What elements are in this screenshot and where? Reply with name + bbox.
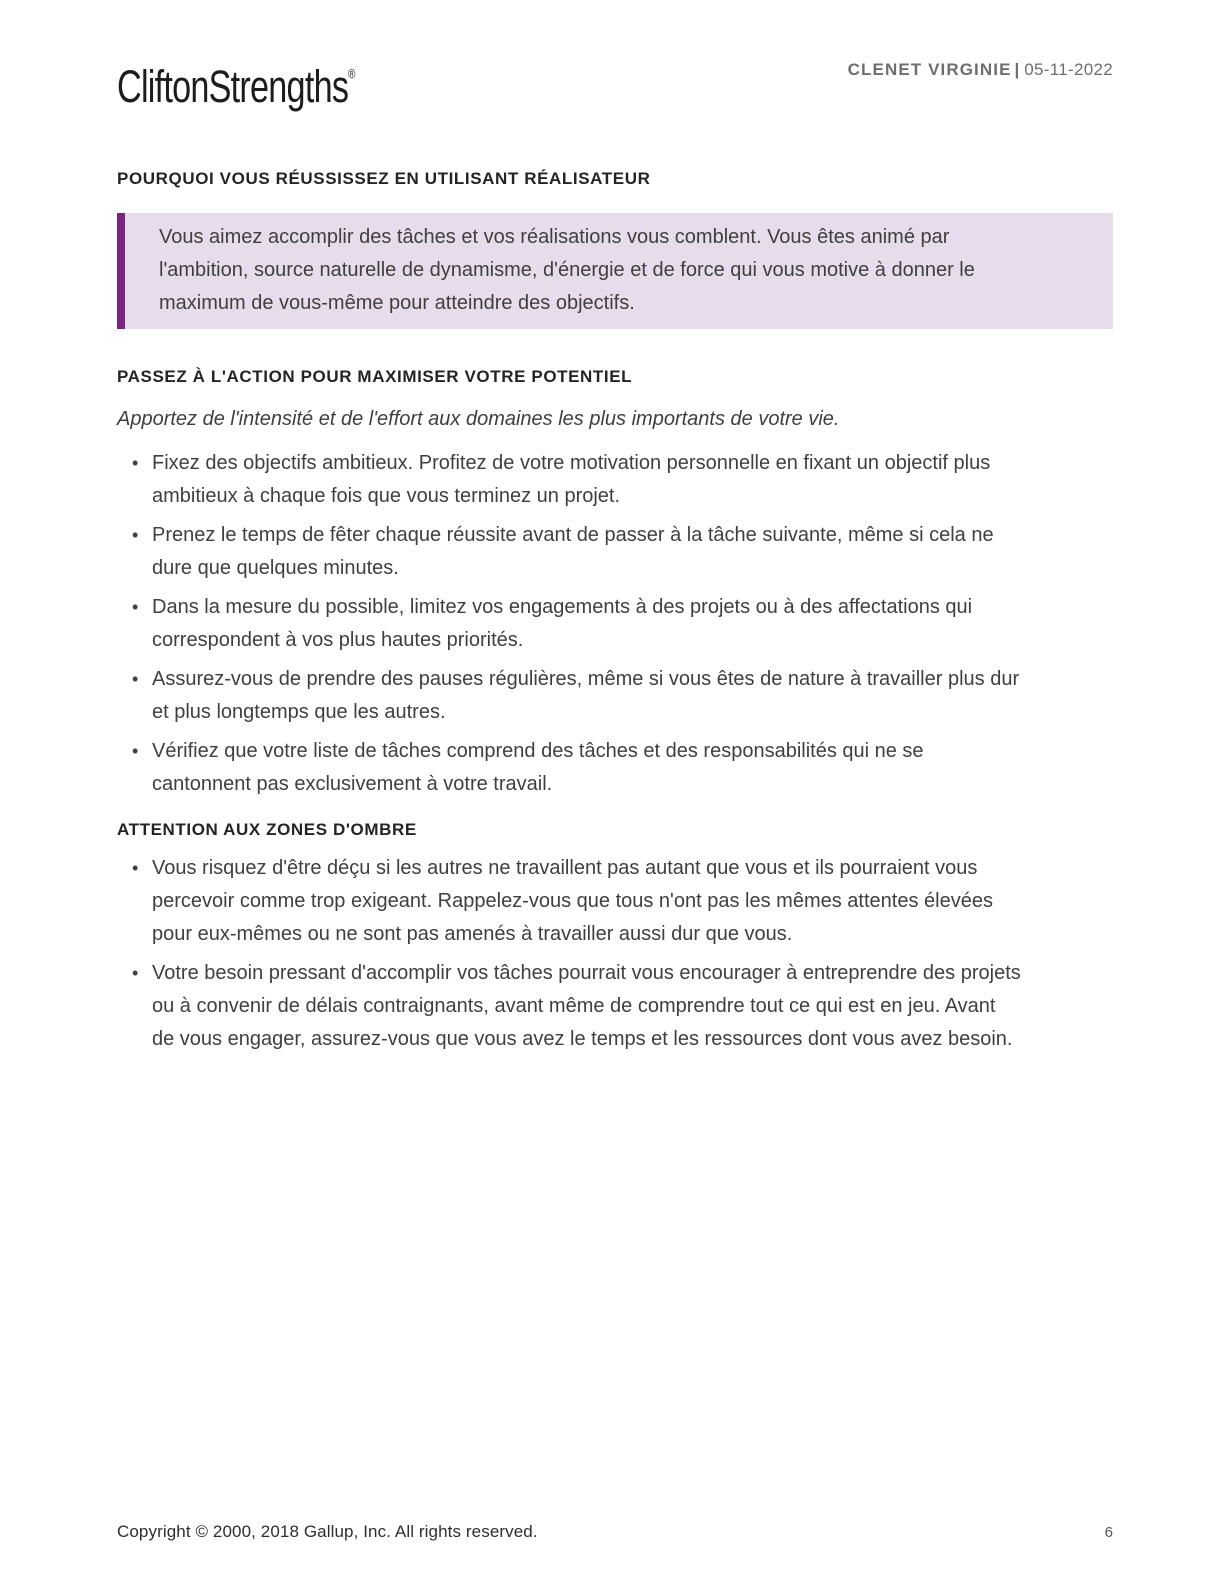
person-name: CLENET VIRGINIE (847, 60, 1012, 79)
list-item (117, 591, 1057, 657)
action-bullet-list (117, 447, 1113, 801)
report-date: 05-11-2022 (1024, 60, 1113, 79)
cliftonstrengths-logo (117, 50, 355, 111)
list-item-text: Vérifiez que votre liste de tâches comprend des tâches et des responsabilités qui ne se cantonnent pas exclusivement à votre travail. (152, 740, 924, 795)
list-item (117, 663, 1057, 729)
action-section-lead: Apportez de l'intensité et de l'effort aux domaines les plus importants de votre vie. (117, 408, 840, 430)
bullet-icon: • (132, 525, 139, 545)
logo-text: CliftonStrengths (117, 61, 349, 112)
action-section-title: PASSEZ À L'ACTION POUR MAXIMISER VOTRE POTENTIEL (117, 367, 633, 386)
copyright-notice: Copyright © 2000, 2018 Gallup, Inc. All rights reserved. (117, 1522, 538, 1541)
list-item (117, 447, 1057, 513)
list-item-text: Votre besoin pressant d'accomplir vos tâches pourrait vous encourager à entreprendre des projets ou à convenir de délais contraignants, avant même de comprendre tout ce qui est en jeu. Avant de vous engager, assurez-vous que vous avez le temps et les ressources dont vous avez besoin. (152, 962, 1021, 1050)
page-number: 6 (1104, 1524, 1113, 1541)
list-item-text: Dans la mesure du possible, limitez vos engagements à des projets ou à des affectations qui correspondent à vos plus hautes priorités. (152, 596, 973, 651)
list-item-text: Prenez le temps de fêter chaque réussite avant de passer à la tâche suivante, même si cela ne dure que quelques minutes. (152, 524, 994, 579)
bullet-icon: • (132, 597, 139, 617)
bullet-icon: • (132, 963, 139, 983)
list-item-text: Assurez-vous de prendre des pauses régulières, même si vous êtes de nature à travailler plus dur et plus longtemps que les autres. (152, 668, 1020, 723)
list-item (117, 852, 1057, 951)
bullet-icon: • (132, 858, 139, 878)
strength-insight-callout (117, 213, 1113, 329)
why-section-title: POURQUOI VOUS RÉUSSISSEZ EN UTILISANT RÉALISATEUR (117, 169, 651, 188)
header-separator: | (1014, 60, 1020, 79)
bullet-icon: • (132, 669, 139, 689)
registered-trademark-symbol: ® (348, 66, 356, 81)
blindspot-bullet-list (117, 852, 1113, 1056)
page-footer (117, 1522, 1113, 1542)
page-header (117, 0, 1113, 112)
bullet-icon: • (132, 453, 139, 473)
list-item (117, 735, 1057, 801)
blindspot-section-title: ATTENTION AUX ZONES D'OMBRE (117, 820, 417, 839)
report-meta (848, 60, 1113, 80)
list-item (117, 957, 1057, 1056)
list-item-text: Fixez des objectifs ambitieux. Profitez de votre motivation personnelle en fixant un objectif plus ambitieux à chaque fois que vous terminez un projet. (152, 452, 991, 507)
list-item-text: Vous risquez d'être déçu si les autres ne travaillent pas autant que vous et ils pourraient vous percevoir comme trop exigeant. Rappelez-vous que tous n'ont pas les mêmes attentes élevées pour eux-mêmes ou ne sont pas amenés à travailler aussi dur que vous. (152, 857, 993, 945)
list-item (117, 519, 1057, 585)
bullet-icon: • (132, 741, 139, 761)
strength-insight-text: Vous aimez accomplir des tâches et vos réalisations vous comblent. Vous êtes animé par l'ambition, source naturelle de dynamisme, d'énergie et de force qui vous motive à donner le maximum de vous-même pour atteindre des objectifs. (159, 226, 975, 314)
